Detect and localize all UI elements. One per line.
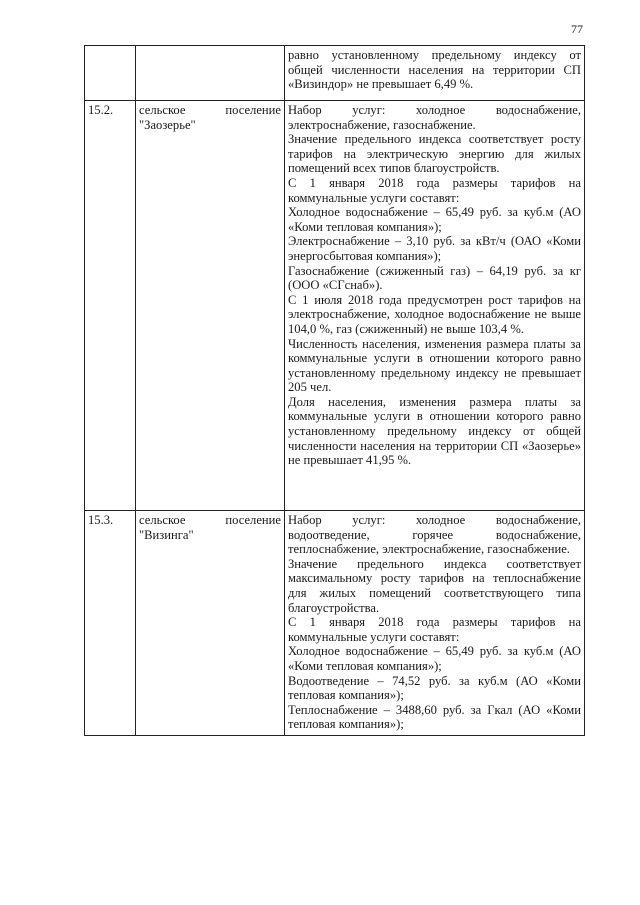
- row-number-cell: [85, 46, 136, 101]
- description-paragraph: Набор услуг: холодное водоснабжение, водоотведение, горячее водоснабжение, теплоснабжение, электроснабжение, газоснабжение.: [288, 513, 581, 557]
- settlement-kind: поселение: [225, 103, 281, 117]
- settlement-kind: поселение: [225, 513, 281, 527]
- description-paragraph: Доля населения, изменения размера платы за коммунальные услуги в отношении которого равно установленному предельному индексу от общей численности населения на территории СП «Заозерье» не превышает 41,95 %.: [288, 394, 581, 468]
- description-paragraph: равно установленному предельному индексу от общей численности населения на территории СП «Визиндор» не превышает 6,49 %.: [288, 48, 581, 92]
- settlement-type-line: [139, 103, 281, 118]
- description-paragraph: Водоотведение – 74,52 руб. за куб.м (АО «Коми тепловая компания»);: [288, 673, 581, 703]
- description-paragraph: Набор услуг: холодное водоснабжение, электроснабжение, газоснабжение.: [288, 103, 581, 132]
- row-number-cell: [85, 511, 136, 736]
- settlement-cell: [136, 511, 285, 736]
- description-paragraph: Холодное водоснабжение – 65,49 руб. за куб.м (АО «Коми тепловая компания»);: [288, 644, 581, 673]
- description-cell: [285, 46, 585, 101]
- table-row: [85, 46, 585, 101]
- settlement-name: "Визинга": [139, 527, 194, 542]
- description-paragraph: Теплоснабжение – 3488,60 руб. за Гкал (АО «Коми тепловая компания»);: [288, 702, 581, 732]
- table-row: [85, 101, 585, 511]
- description-cell: [285, 511, 585, 736]
- row-number: 15.2.: [88, 103, 114, 117]
- table-row: [85, 511, 585, 736]
- description-paragraph: С 1 января 2018 года размеры тарифов на коммунальные услуги составят:: [288, 615, 581, 644]
- tariff-table: [84, 45, 585, 736]
- settlement-type-line: [139, 513, 281, 528]
- page-number: 77: [571, 22, 583, 36]
- row-number: 15.3.: [88, 513, 114, 527]
- row-number-cell: [85, 101, 136, 511]
- settlement-type: сельское: [139, 103, 186, 117]
- settlement-name: "Заозерье": [139, 117, 196, 132]
- description-paragraph: Численность населения, изменения размера платы за коммунальные услуги в отношении которого равно установленному предельному индексу не превышает 205 чел.: [288, 336, 581, 395]
- description-paragraph: С 1 июля 2018 года предусмотрен рост тарифов на электроснабжение, холодное водоснабжение не выше 104,0 %, газ (сжиженный) не выше 103,4 %.: [288, 292, 581, 336]
- settlement-cell: [136, 101, 285, 511]
- description-paragraph: С 1 января 2018 года размеры тарифов на коммунальные услуги составят:: [288, 175, 581, 205]
- settlement-cell: [136, 46, 285, 101]
- description-paragraph: Значение предельного индекса соответствует росту тарифов на электрическую энергию для жилых помещений всех типов благоустройств.: [288, 132, 581, 176]
- description-cell: [285, 101, 585, 511]
- description-paragraph: Значение предельного индекса соответствует максимальному росту тарифов на теплоснабжение для жилых помещений соответствующего типа благоустройства.: [288, 556, 581, 615]
- settlement-type: сельское: [139, 513, 186, 527]
- description-paragraph: Холодное водоснабжение – 65,49 руб. за куб.м (АО «Коми тепловая компания»);: [288, 205, 581, 234]
- description-paragraph: Газоснабжение (сжиженный газ) – 64,19 руб. за кг (ООО «СГснаб»).: [288, 263, 581, 293]
- description-paragraph: Электроснабжение – 3,10 руб. за кВт/ч (ОАО «Коми энергосбытовая компания»);: [288, 234, 581, 263]
